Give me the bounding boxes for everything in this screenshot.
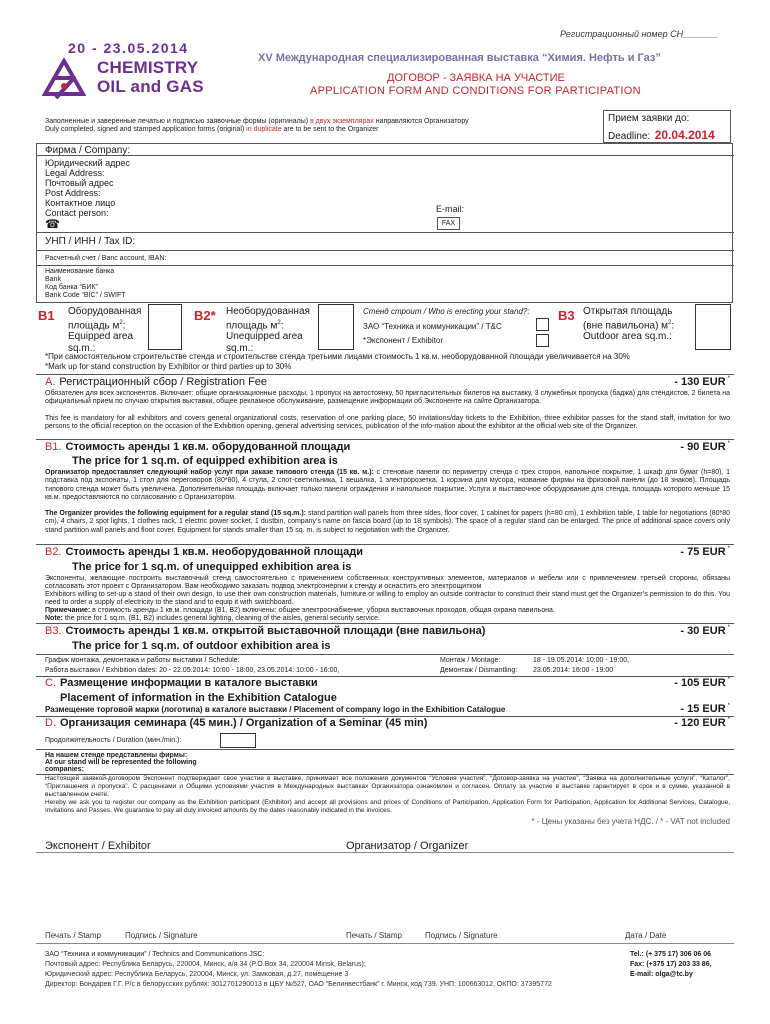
deadline-label: Deadline:	[608, 131, 651, 142]
section-d-price	[674, 717, 730, 729]
exhibitor-stamp-label: Печать / Stamp	[45, 931, 101, 940]
exhibition-title: XV Международная специализированная выставка “Химия. Нефть и Газ”	[258, 52, 661, 64]
exhibition-dates: 20 - 23.05.2014	[68, 40, 189, 56]
section-a-code: A.	[45, 376, 56, 388]
stand-question: Стенд строит / Who is erecting your stand?:	[363, 307, 530, 316]
area-b1-line-4: sq.m.:	[68, 342, 96, 354]
section-b1-text-ru-body: с стеновые панели по периметру стенда с трех сторон, напольное покрытие, 1 шкаф для бумаг (h=80), 1 подставка под экспонаты, 1 стол для переговоров (80*80), 4 стула, 2 спот-светильника, 1 вешалка, 1 электророзетка, 1 корзина для мусора, название фирмы на фризовой панели (до 18 знаков). Площадь типового стенда может быть увеличена. Дополнительная площадь включает только панели ограждения и напольное покрытие. Услуги и выставочное оборудование для стенда, площадь которого меньше 15 кв.м. предоставляются по согласованию с Организатором.	[45, 469, 731, 501]
asterisk: *	[727, 441, 730, 447]
section-d-price-value: - 120 EUR	[674, 717, 726, 729]
bank-code-ru: Код банка “БИК”	[45, 284, 98, 291]
post-address-ru: Почтовый адрес	[45, 178, 114, 188]
area-b3-line-2: (вне павильона) $м^2$:	[583, 319, 675, 331]
section-b3-title-text: Стоимость аренды 1 кв.м. открытой выставочной площади (вне павильона)	[65, 625, 486, 637]
asterisk: *	[727, 546, 730, 552]
asterisk: *	[727, 376, 730, 382]
area-b2-input[interactable]	[318, 304, 354, 350]
section-b1-price	[680, 441, 730, 453]
section-b2-note-ru-body: в стоимость аренды 1 кв.м. площади (B1, B2) включены: общее электроснабжение, уборка выставочных проходов, общая охрана павильона.	[90, 607, 555, 614]
section-b2-text-en: Exhibitors willing to set-up a stand of their own design, to use their own construction materials, furniture or willing to employ an outside contractor to construct their stand must get the Organizer’s permission to do this. You need to order a supply of electricity to the stand and to equip it with switchboard.	[45, 591, 730, 607]
org-email[interactable]: E-mail: olga@tc.by	[630, 971, 693, 978]
instructions-en-3: are to be sent to the Organizer	[281, 126, 379, 133]
fax-box[interactable]	[437, 217, 460, 230]
section-c-title-text: Размещение информации в каталоге выставки	[60, 677, 318, 689]
logo-line-2: OIL and GAS	[97, 77, 204, 96]
section-c-logo-price	[680, 703, 730, 715]
section-a-title	[45, 376, 267, 388]
organizer-stamp-label: Печать / Stamp	[346, 931, 402, 940]
section-a-title-text: Регистрационный сбор / Registration Fee	[59, 376, 268, 388]
schedule-mount: 18 - 19.05.2014: 10:00 - 19:00,	[533, 657, 630, 664]
section-b2-title	[45, 546, 363, 558]
section-c-price	[674, 677, 730, 689]
section-b3-price	[680, 625, 730, 637]
section-b1-text-en	[45, 510, 730, 535]
org-fax: Fax: (+375 17) 203 33 86,	[630, 961, 712, 968]
section-b2-note-en-body: the price for 1 sq.m. (B1, B2) includes general lighting, cleaning of the aisles, general security service.	[62, 615, 380, 622]
divider	[36, 852, 734, 853]
section-b2-price	[680, 546, 730, 558]
area-b1-line-2-text: площадь м	[68, 319, 120, 331]
company-field[interactable]: Фирма / Company:	[45, 145, 131, 156]
bank-name-field[interactable]: Bank	[45, 276, 61, 283]
area-b3-line-2-text: (вне павильона) м	[583, 319, 669, 331]
section-b2-note-ru-bold: Примечание:	[45, 607, 91, 614]
instructions-en-2: in duplicate	[246, 126, 282, 133]
bank-code-field[interactable]: Bank Code “BIC” / SWIFT	[45, 292, 126, 299]
tax-id-field[interactable]: УНП / ИНН / Tax ID:	[45, 236, 136, 247]
section-b1-subtitle: The price for 1 sq.m. of equipped exhibition area is	[72, 455, 338, 467]
stand-option-tc-checkbox[interactable]	[536, 318, 549, 331]
section-b1-title-text: Стоимость аренды 1 кв.м. оборудованной площади	[65, 441, 351, 453]
org-tel: Tel.: (+ 375 17) 306 06 06	[630, 951, 712, 958]
section-a-text-ru: Обязателен для всех экспонентов. Включает: общие организационные расходы, 1 пропуск на автостоянку, 50 пригласительных билетов на выставку, 3 служебных пропуска (баджа) для стендистов, 2 билета на официальный прием по случаю открытия выставки, общее рекламное обслуживание, размещение информации об Экспоненте на сайте Организатора.	[45, 390, 730, 406]
section-b1-title	[45, 441, 350, 453]
area-b2-line-3: Unequipped area	[226, 331, 303, 343]
bank-account-field[interactable]: Расчетный счет / Banc account, IBAN:	[45, 255, 167, 262]
divider	[36, 155, 734, 156]
markup-note-en: *Mark up for stand construction by Exhibitor or third parties up to 30%	[45, 362, 292, 371]
area-b1-line-2: площадь $м^2$:	[68, 319, 126, 331]
section-c-logo: Размещение торговой марки (логотипа) в каталоге выставки / Placement of company logo in the Exhibition Catalogue	[45, 705, 506, 714]
area-b3-sup: 2	[668, 319, 672, 326]
asterisk: *	[727, 677, 730, 683]
section-b3-price-value: - 30 EUR	[680, 625, 726, 637]
organizer-signature-title: Организатор / Organizer	[346, 840, 469, 852]
area-b3-input[interactable]	[695, 304, 731, 350]
org-legal-address: Юридический адрес: Республика Беларусь, 220004, Минск, ул. Замковая, д.27, помещение 3	[45, 971, 349, 978]
area-b1-line-3: Equipped area	[68, 331, 134, 343]
schedule-mount-label: Монтаж / Montage:	[440, 657, 501, 664]
divider	[36, 265, 734, 266]
instructions-ru-3: направляются Организатору	[373, 118, 469, 125]
exhibitor-signature-label: Подпись / Signature	[125, 931, 198, 940]
logo-line-1: CHEMISTRY	[97, 58, 199, 77]
divider	[36, 439, 734, 440]
schedule-dismantle: 23.05.2014: 16:00 - 19:00	[533, 667, 614, 674]
section-b3-subtitle: The price for 1 sq.m. of outdoor exhibition area is	[72, 640, 331, 652]
markup-note-ru: *При самостоятельном строительстве стенда и строительстве стенда третьими лицами стоимость 1 кв.м. необорудованной площади увеличивается на 30%	[45, 352, 630, 361]
section-b1-code: B1.	[45, 441, 62, 453]
agreement-en: Hereby we ask you to register our company as the Exhibition participant (Exhibitor) and accept all provisions and prices of Conditions of Participation, Application Form for Participation, Application for Additional Services, Catalogue, Invitations and Passes. We guarantee to pay all duly invoiced amounts by the dates reasonably indicated in the invoices.	[45, 799, 730, 814]
area-b2-line-2-text: площадь м	[226, 319, 278, 331]
divider	[36, 232, 734, 233]
instructions-ru-1: Заполненные и заверенные печатью и подписью заявочные формы (оригиналы)	[45, 118, 310, 125]
exhibitor-signature-title: Экспонент / Exhibitor	[45, 840, 151, 852]
section-b1-text-en-bold: The Organizer provides the following equipment for a regular stand (15 sq.m.):	[45, 510, 307, 517]
area-b1-input[interactable]	[148, 304, 182, 350]
section-b2-title-text: Стоимость аренды 1 кв.м. необорудованной площади	[65, 546, 364, 558]
divider	[36, 654, 734, 655]
area-b3-label	[583, 306, 674, 343]
fax-label: FAX	[441, 220, 456, 227]
contract-title: ДОГОВОР - ЗАЯВКА НА УЧАСТИЕ	[387, 72, 565, 84]
area-b2-label	[226, 306, 310, 354]
contact-person-field[interactable]: Contact person:	[45, 208, 109, 218]
area-b3-code: B3	[558, 308, 575, 323]
stand-option-exhibitor-checkbox[interactable]	[536, 334, 549, 347]
section-c-price-value: - 105 EUR	[674, 677, 726, 689]
bank-name-ru: Наименование банка	[45, 268, 115, 275]
deadline-line	[608, 126, 715, 144]
section-d-title	[45, 717, 427, 729]
area-b3-line-1: Открытая площадь	[583, 306, 673, 317]
area-b3-line-3: Outdoor area sq.m.:	[583, 331, 672, 343]
area-b1-code: B1	[38, 308, 55, 323]
area-b1-sup: 2	[119, 319, 123, 326]
deadline-ru: Прием заявки до:	[608, 113, 690, 124]
instructions-ru-2: в двух экземплярах	[310, 118, 374, 125]
organizer-signature-label: Подпись / Signature	[425, 931, 498, 940]
firms-en-2: companies:	[45, 766, 84, 773]
schedule-dismantle-label: Демонтаж / Dismantling:	[440, 667, 518, 674]
divider	[36, 374, 734, 375]
instructions-en-1: Duly completed, signed and stamped application forms (original)	[45, 126, 247, 133]
section-c-logo-price-value: - 15 EUR	[680, 703, 726, 715]
instructions-en	[45, 126, 378, 134]
section-c-code: C.	[45, 677, 56, 689]
divider	[36, 250, 734, 251]
section-b3-code: B3.	[45, 625, 62, 637]
divider	[36, 943, 734, 944]
date-label: Дата / Date	[625, 931, 667, 940]
section-b2-text-ru: Экспоненты, желающие построить выставочный стенд самостоятельно с применением собственных конструктивных элементов, материалов и мебели или с привлечением третьей стороны, обязаны согласовать этот проект с Организатором. Вам необходимо заказать подвод электроэнергии к стенду и оснастить его электрощитком	[45, 575, 730, 591]
org-director: Директор: Бондарев Г.Г. Р/с в белорусских рублях: 3012701290013 в ЦБУ №527, ОАО “Белинвестбанк” г. Минск, код 739. УНП: 100663012, ОКПО: 37395772	[45, 981, 552, 988]
area-b2-line-4: sq.m.:	[226, 342, 254, 354]
divider	[36, 623, 734, 624]
asterisk: *	[727, 703, 730, 709]
section-b3-title	[45, 625, 485, 637]
section-b1-text-ru-bold: Организатор предоставляет следующий набор услуг при заказе типового стенда (15 кв. м.):	[45, 469, 374, 476]
registration-number: Регистрационный номер СН_______	[560, 29, 719, 39]
section-b2-subtitle: The price for 1 sq.m. of unequipped exhibition area is	[72, 561, 352, 573]
section-b2-price-value: - 75 EUR	[680, 546, 726, 558]
schedule-title: График монтажа, демонтажа и работы выставки / Schedule:	[45, 657, 240, 664]
firms-en-1: At our stand will be represented the following	[45, 759, 197, 766]
deadline-box	[603, 110, 731, 143]
post-address-field[interactable]: Post Address:	[45, 188, 101, 198]
section-c-subtitle: Placement of information in the Exhibition Catalogue	[60, 692, 337, 704]
asterisk: *	[727, 717, 730, 723]
stand-option-tc: ЗАО “Техника и коммуникации” / T&C	[363, 322, 502, 331]
vat-note: * - Цены указаны без учета НДС. / * - VAT not included	[531, 817, 730, 826]
form-title: APPLICATION FORM AND CONDITIONS FOR PARTICIPATION	[310, 85, 641, 97]
org-post-address: Почтовый адрес: Республика Беларусь, 220004, Минск, а/я 34 (P.O.Box 34, 220004 Minsk, Belarus);	[45, 961, 366, 968]
deadline-date: 20.04.2014	[654, 128, 715, 142]
stand-option-exhibitor: *Экспонент / Exhibitor	[363, 336, 443, 345]
area-b2-code: B2*	[194, 308, 216, 323]
section-c-title	[45, 677, 318, 689]
area-b1-line-1: Оборудованная	[68, 306, 142, 317]
email-field[interactable]: E-mail:	[436, 204, 465, 214]
section-b2-note-en-bold: Note:	[45, 615, 63, 622]
area-b2-sup: 2	[277, 319, 281, 326]
section-a-text-en: This fee is mandatory for all exhibitors and covers general organizational costs, reservation of one parking place, 50 invitations/day tickets to the Exhibition, three exhibitor passes for the stand staff, invitation for two persons to the official reception on the occasion of the Exhibition opening, general advertising services, publication of the info-mation about the exhibitor at the official web site of the Organizer.	[45, 415, 730, 431]
section-a-price	[674, 376, 730, 388]
section-b1-price-value: - 90 EUR	[680, 441, 726, 453]
legal-address-ru: Юридический адрес	[45, 158, 130, 168]
org-name: ЗАО “Техника и коммуникации” / Technics and Communications JSC:	[45, 951, 265, 958]
agreement-ru: Настоящей заявкой-договором Экспонент подтверждает свое участие в выставке, принимает все положения документов “Условия участия”, “Договор-заявка на участие”, “Заявка на дополнительные услуги”, “Каталог”, “Приглашения и пропуска”. С расценками и Общими условиями участия в Международных выставках Организатора ознакомлен и согласен. Оплату за участие в выставке гарантирует в срок и в сумме, указанной в выставленном счете.	[45, 775, 730, 798]
schedule-work: Работа выставки / Exhibition dates: 20 - 22.05.2014: 10:00 - 18:00, 23.05.2014: 10:00 - 16:00,	[45, 667, 340, 674]
section-d-code: D.	[45, 717, 56, 729]
logo-mark-icon	[42, 58, 86, 104]
phone-icon: ☎	[45, 217, 60, 231]
legal-address-field[interactable]: Legal Address:	[45, 168, 105, 178]
section-a-price-value: - 130 EUR	[674, 376, 726, 388]
area-b1-label	[68, 306, 141, 354]
company-block	[36, 143, 733, 303]
section-b1-text-en-body: stand partition wall panels from three sides, floor cover, 1 cabinet for papers (h=80 cm), 1 exhibition table, 1 table for negotiations (80*80 cm), 4 chairs, 2 spot lights, 1 clothes rack, 1 electric power socket, 1 dustbin, company’s name on fascia board (up to 18 symbols). The space of a regular stand can be enlarged. The price of additional space covers only stand partition wall panels and floor cover. Equipment for stands smaller than 15 sq. m. is subject to negotiation with the Organizer.	[45, 510, 731, 534]
area-b2-line-1: Необорудованная	[226, 306, 310, 317]
divider	[36, 749, 734, 750]
asterisk: *	[727, 625, 730, 631]
divider	[36, 544, 734, 545]
section-d-title-text: Организация семинара (45 мин.) / Organization of a Seminar (45 min)	[60, 717, 428, 729]
logo	[40, 56, 240, 106]
contact-ru: Контактное лицо	[45, 198, 116, 208]
section-b2-code: B2.	[45, 546, 62, 558]
area-b2-line-2: площадь $м^2$:	[226, 319, 284, 331]
seminar-duration-label: Продолжительность / Duration (мин./min.):	[45, 737, 182, 744]
section-b1-text-ru	[45, 469, 730, 502]
seminar-duration-input[interactable]	[220, 733, 256, 748]
firms-ru: На нашем стенде представлены фирмы:	[45, 752, 188, 759]
